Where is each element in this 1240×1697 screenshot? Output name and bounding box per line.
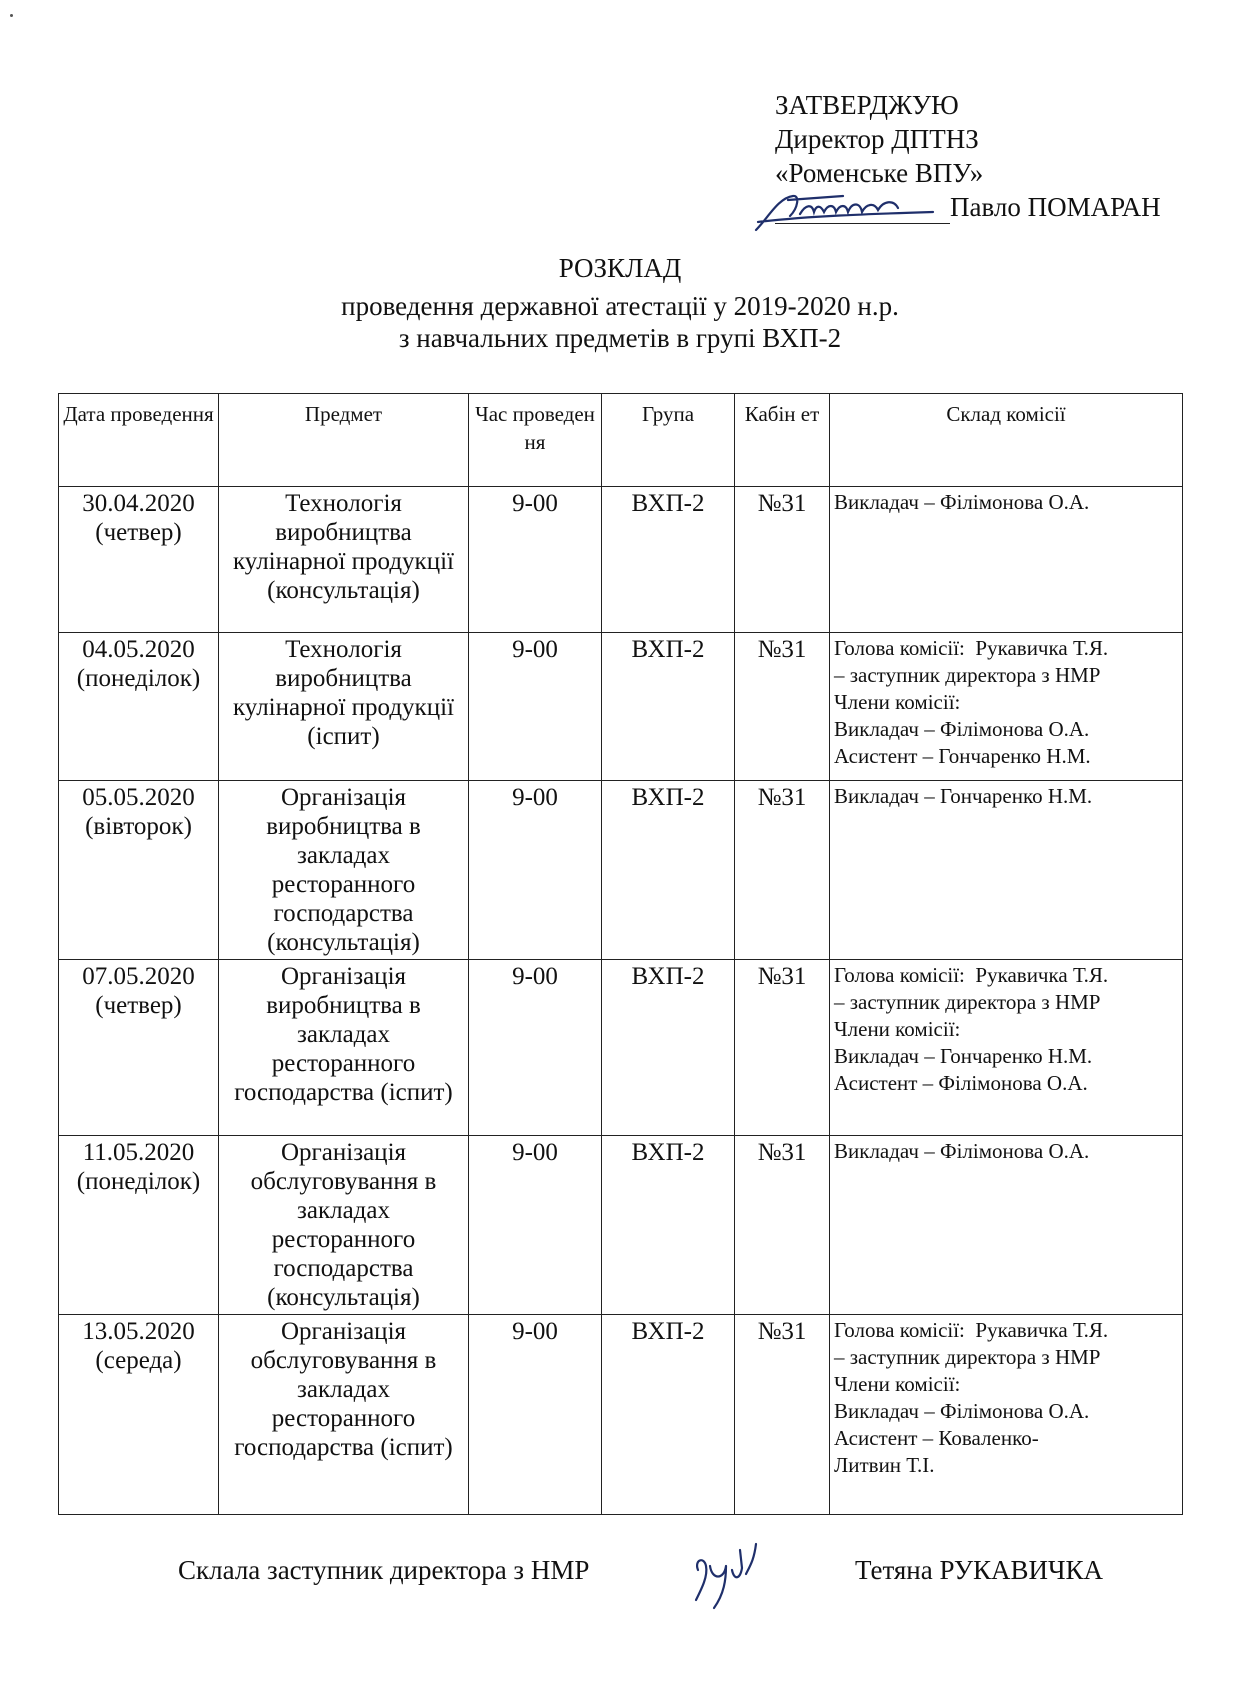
cell-room: №31 bbox=[735, 781, 830, 960]
footer-compiled-by: Склала заступник директора з НМР bbox=[178, 1555, 590, 1585]
document-subtitle-group: з навчальних предметів в групі ВХП-2 bbox=[398, 323, 842, 353]
table-row bbox=[59, 960, 1183, 1136]
table-row bbox=[59, 1315, 1183, 1515]
cell-date: 07.05.2020 (четвер) bbox=[59, 960, 219, 1136]
cell-date: 13.05.2020 (середа) bbox=[59, 1315, 219, 1515]
deputy-signature bbox=[680, 1530, 780, 1620]
cell-date: 05.05.2020 (вівторок) bbox=[59, 781, 219, 960]
document-title: РОЗКЛАД bbox=[558, 253, 682, 283]
cell-subject: Технологія виробництва кулінарної продукції (консультація) bbox=[219, 487, 469, 633]
cell-group: ВХП-2 bbox=[602, 781, 735, 960]
approval-heading: ЗАТВЕРДЖУЮ bbox=[775, 90, 959, 120]
cell-subject: Організація виробництва в закладах ресторанного господарства (консультація) bbox=[219, 781, 469, 960]
cell-room: №31 bbox=[735, 1136, 830, 1315]
cell-commission: Голова комісії: Рукавичка Т.Я. – заступник директора з НМР Члени комісії: Викладач – Гончаренко Н.М. Асистент – Філімонова О.А. bbox=[830, 960, 1183, 1136]
cell-time: 9-00 bbox=[469, 781, 602, 960]
approval-institution: «Роменське ВПУ» bbox=[775, 158, 984, 188]
footer-signatory-name: Тетяна РУКАВИЧКА bbox=[855, 1555, 1104, 1585]
cell-group: ВХП-2 bbox=[602, 487, 735, 633]
approval-position: Директор ДПТНЗ bbox=[775, 124, 979, 154]
cell-time: 9-00 bbox=[469, 633, 602, 781]
header-time: Час проведен ня bbox=[469, 394, 602, 487]
table-row bbox=[59, 633, 1183, 781]
cell-room: №31 bbox=[735, 633, 830, 781]
cell-subject: Технологія виробництва кулінарної продукції (іспит) bbox=[219, 633, 469, 781]
cell-subject: Організація обслуговування в закладах ресторанного господарства (іспит) bbox=[219, 1315, 469, 1515]
cell-commission: Викладач – Гончаренко Н.М. bbox=[830, 781, 1183, 960]
header-commission: Склад комісії bbox=[830, 394, 1183, 487]
cell-time: 9-00 bbox=[469, 1315, 602, 1515]
header-group: Група bbox=[602, 394, 735, 487]
header-date: Дата проведення bbox=[59, 394, 219, 487]
cell-date: 11.05.2020 (понеділок) bbox=[59, 1136, 219, 1315]
cell-time: 9-00 bbox=[469, 487, 602, 633]
table-row bbox=[59, 1136, 1183, 1315]
cell-time: 9-00 bbox=[469, 960, 602, 1136]
cell-group: ВХП-2 bbox=[602, 633, 735, 781]
table-row bbox=[59, 487, 1183, 633]
header-room: Кабін ет bbox=[735, 394, 830, 487]
table-row bbox=[59, 781, 1183, 960]
cell-room: №31 bbox=[735, 487, 830, 633]
cell-time: 9-00 bbox=[469, 1136, 602, 1315]
table-header-row bbox=[59, 394, 1183, 487]
cell-date: 30.04.2020 (четвер) bbox=[59, 487, 219, 633]
cell-commission: Голова комісії: Рукавичка Т.Я. – заступник директора з НМР Члени комісії: Викладач – Філімонова О.А. Асистент – Гончаренко Н.М. bbox=[830, 633, 1183, 781]
header-subject: Предмет bbox=[219, 394, 469, 487]
cell-commission: Викладач – Філімонова О.А. bbox=[830, 487, 1183, 633]
cell-group: ВХП-2 bbox=[602, 1315, 735, 1515]
cell-group: ВХП-2 bbox=[602, 960, 735, 1136]
cell-room: №31 bbox=[735, 1315, 830, 1515]
cell-room: №31 bbox=[735, 960, 830, 1136]
document-subtitle: проведення державної атестації у 2019-2020 н.р. bbox=[341, 291, 899, 321]
scan-speck bbox=[10, 14, 13, 17]
cell-date: 04.05.2020 (понеділок) bbox=[59, 633, 219, 781]
approval-name: Павло ПОМАРАН bbox=[950, 192, 1161, 222]
director-signature bbox=[748, 178, 948, 238]
cell-commission: Викладач – Філімонова О.А. bbox=[830, 1136, 1183, 1315]
schedule-table bbox=[58, 393, 1183, 1515]
cell-group: ВХП-2 bbox=[602, 1136, 735, 1315]
cell-subject: Організація обслуговування в закладах ресторанного господарства (консультація) bbox=[219, 1136, 469, 1315]
cell-commission: Голова комісії: Рукавичка Т.Я. – заступник директора з НМР Члени комісії: Викладач – Філімонова О.А. Асистент – Коваленко- Литвин Т.І. bbox=[830, 1315, 1183, 1515]
cell-subject: Організація виробництва в закладах ресторанного господарства (іспит) bbox=[219, 960, 469, 1136]
